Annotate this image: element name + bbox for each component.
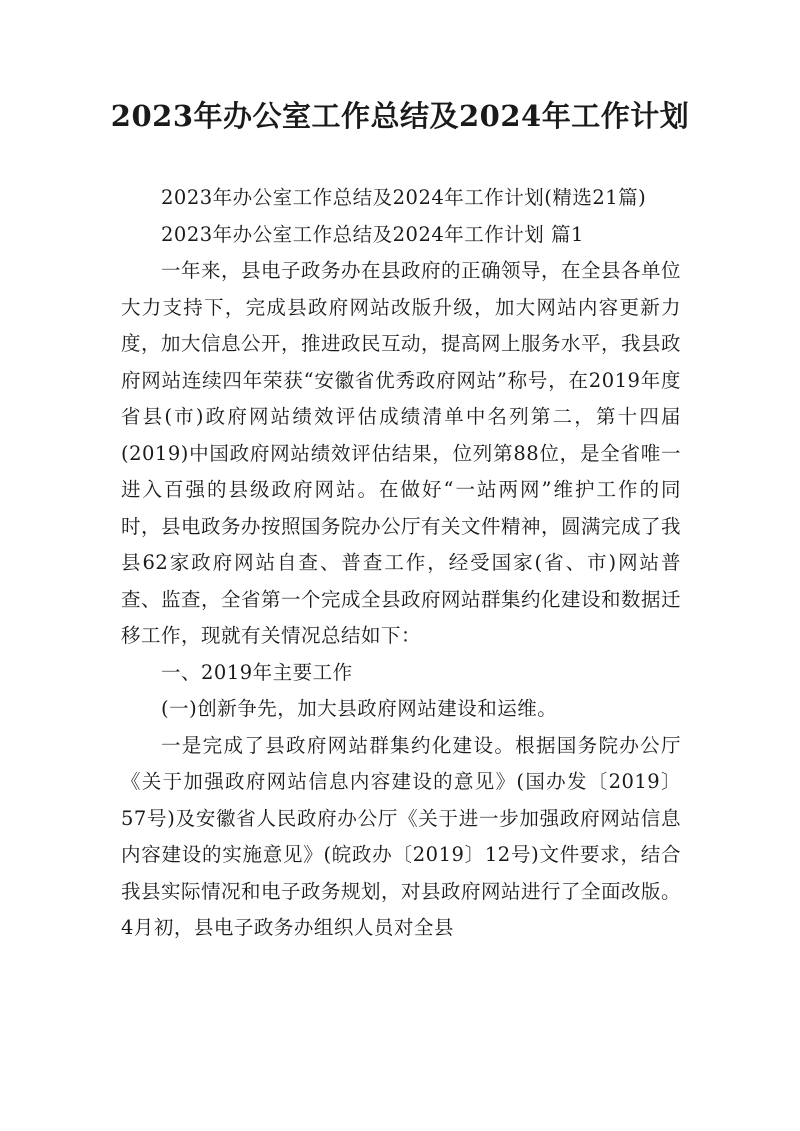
section-heading: 一、2019年主要工作 xyxy=(161,660,353,684)
subsection-heading: (一)创新争先，加大县政府网站建设和运维。 xyxy=(161,697,558,720)
document-body xyxy=(121,180,681,947)
body-paragraph: 一是完成了县政府网站群集约化建设。根据国务院办公厅《关于加强政府网站信息内容建设的意见》(国办发〔2019〕57号)及安徽省人民政府办公厅《关于进一步加强政府网站信息内容建设的实施意见》(皖政办〔2019〕12号)文件要求，结合我县实际情况和电子政务规划，对县政府网站进行了全面改版。4月初，县电子政务办组织人员对全县 xyxy=(121,733,682,939)
section-heading: 2023年办公室工作总结及2024年工作计划 篇1 xyxy=(161,222,584,246)
document-title: 2023年办公室工作总结及2024年工作计划 xyxy=(110,99,690,133)
subtitle-line: 2023年办公室工作总结及2024年工作计划(精选21篇) xyxy=(161,186,647,209)
body-paragraph: 一年来，县电子政务办在县政府的正确领导，在全县各单位大力支持下，完成县政府网站改版升级，加大网站内容更新力度，加大信息公开，推进政民互动，提高网上服务水平，我县政府网站连续四年荣获“安徽省优秀政府网站”称号，在2019年度省县(市)政府网站绩效评估成绩清单中名列第二，第十四届(2019)中国政府网站绩效评估结果，位列第88位，是全省唯一进入百强的县级政府网站。在做好“一站两网”维护工作的同时，县电政务办按照国务院办公厅有关文件精神，圆满完成了我县62家政府网站自查、普查工作，经受国家(省、市)网站普查、监查，全省第一个完成全县政府网站群集约化建设和数据迁移工作，现就有关情况总结如下： xyxy=(121,259,682,647)
